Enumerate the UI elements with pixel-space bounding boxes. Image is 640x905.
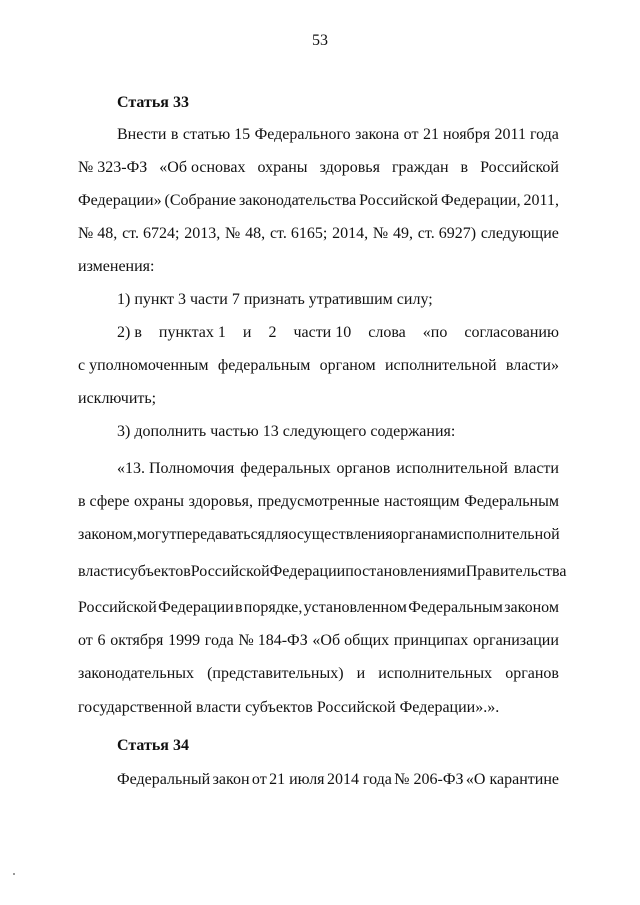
quote-line-3	[78, 525, 559, 545]
word: слова	[368, 324, 406, 341]
article-33-intro-line-1	[117, 125, 559, 145]
word: охраны	[134, 493, 185, 510]
word: Правительства	[465, 563, 567, 580]
word: принципах	[393, 632, 469, 649]
word: граждан	[391, 159, 449, 176]
word: 2011,	[523, 192, 559, 209]
word: исполнительной	[384, 357, 497, 374]
word: «Об основах	[159, 159, 246, 176]
word: в сфере	[78, 493, 130, 510]
word: № 206-ФЗ	[394, 771, 464, 788]
quote-line-4	[78, 562, 567, 582]
word: 2014 года	[326, 771, 392, 788]
word: Внести	[117, 126, 167, 143]
article-33-intro-line-2	[78, 158, 559, 178]
word: Федеральным	[464, 493, 559, 510]
word: здоровья,	[188, 493, 253, 510]
word: исполнительной	[396, 460, 508, 477]
article-33-intro-line-3	[78, 191, 559, 211]
word: Федерации,	[441, 192, 521, 209]
word: в	[460, 159, 469, 176]
word: власти	[513, 460, 559, 477]
word: охраны	[257, 159, 308, 176]
word: законодательных	[78, 665, 194, 682]
word: закона	[355, 126, 400, 143]
word: № 48,	[78, 225, 118, 242]
word: органам	[392, 526, 449, 543]
word: Российской	[190, 563, 270, 580]
scan-speck	[13, 873, 15, 875]
word: ст. 6927)	[417, 225, 477, 242]
word: № 184-ФЗ	[238, 632, 308, 649]
word: 1999	[168, 632, 201, 649]
word: Федерального	[254, 126, 351, 143]
word: 49,	[392, 225, 413, 242]
word: для	[265, 526, 289, 543]
word: и	[356, 665, 366, 682]
article-33-intro-line-5: изменения:	[78, 258, 155, 275]
quote-line-7	[78, 664, 559, 684]
word: №	[225, 225, 241, 242]
word: федеральных	[240, 460, 331, 477]
word: в	[170, 126, 179, 143]
word: ст. 6724;	[122, 225, 180, 242]
word: в	[234, 599, 243, 616]
word: 2) в	[117, 324, 142, 341]
word: настоящим	[384, 493, 460, 510]
item-3: 3) дополнить частью 13 следующего содержания:	[117, 423, 456, 440]
word: постановлениями	[345, 563, 466, 580]
word: с уполномоченным	[78, 357, 209, 374]
word: 2014,	[332, 225, 369, 242]
word: «по	[422, 324, 448, 341]
word: порядке,	[243, 599, 303, 616]
word: исполнительной	[448, 526, 560, 543]
word: власти	[78, 563, 124, 580]
word: пунктах 1	[158, 324, 226, 341]
word: установленном	[303, 599, 407, 616]
word: 48,	[245, 225, 266, 242]
word: от	[251, 771, 267, 788]
word: от	[403, 126, 419, 143]
word: 2013,	[184, 225, 221, 242]
word: «Об общих	[312, 632, 390, 649]
word: организации	[473, 632, 559, 649]
article-33-heading: Статья 33	[117, 94, 189, 111]
article-33-intro-line-4	[78, 224, 559, 244]
word: № 323-ФЗ	[78, 159, 148, 176]
word: 2	[268, 324, 277, 341]
quote-line-8: государственной власти субъектов Российской Федерации».».	[78, 699, 500, 716]
word: ст. 6165;	[269, 225, 328, 242]
word: законодательства	[238, 192, 357, 209]
word: передаваться	[176, 526, 266, 543]
word: 6	[97, 632, 106, 649]
word: и	[242, 324, 252, 341]
word: закон	[212, 771, 250, 788]
page-number: 53	[312, 32, 328, 49]
item-2-line-3: исключить;	[78, 390, 157, 407]
word: следующие	[480, 225, 559, 242]
word: 21 июля	[269, 771, 325, 788]
word: Российской	[359, 192, 439, 209]
word: предусмотренные	[257, 493, 380, 510]
quote-line-2	[78, 492, 559, 512]
word: 21 ноября	[422, 126, 491, 143]
word: Федерации	[158, 599, 234, 616]
word: 2011 года	[494, 126, 559, 143]
word: №	[372, 225, 389, 242]
word: «О карантине	[465, 771, 559, 788]
word: законом,	[78, 526, 137, 543]
word: исполнительных	[378, 665, 493, 682]
word: могут	[136, 526, 177, 543]
article-34-heading: Статья 34	[117, 737, 189, 754]
word: (Собрание	[164, 192, 236, 209]
word: осуществления	[288, 526, 393, 543]
article-34-first-line	[117, 770, 559, 790]
word: здоровья	[319, 159, 380, 176]
item-2-line-1	[117, 323, 559, 343]
quote-line-1	[117, 459, 559, 479]
word: части 10	[293, 324, 352, 341]
quote-line-6	[78, 631, 559, 651]
word: согласованию	[464, 324, 559, 341]
word: субъектов	[123, 563, 191, 580]
word: Федеральным	[408, 599, 503, 616]
word: статью 15	[182, 126, 251, 143]
word: Федеральный	[117, 771, 211, 788]
word: Федерации»	[78, 192, 162, 209]
quote-line-5	[78, 598, 559, 618]
word: года	[204, 632, 234, 649]
word: федеральным	[217, 357, 311, 374]
word: Федерации	[269, 563, 346, 580]
word: (представительных)	[207, 665, 344, 682]
word: власти»	[505, 357, 559, 374]
item-2-line-2	[78, 356, 559, 376]
word: Российской	[78, 599, 157, 616]
word: от	[78, 632, 93, 649]
word: Российской	[480, 159, 559, 176]
word: октября	[110, 632, 164, 649]
item-1: 1) пункт 3 части 7 признать утратившим силу;	[117, 291, 433, 308]
word: органом	[319, 357, 376, 374]
word: органов	[336, 460, 391, 477]
word: законом	[504, 599, 559, 616]
word: органов	[505, 665, 559, 682]
word: «13. Полномочия	[117, 460, 235, 477]
